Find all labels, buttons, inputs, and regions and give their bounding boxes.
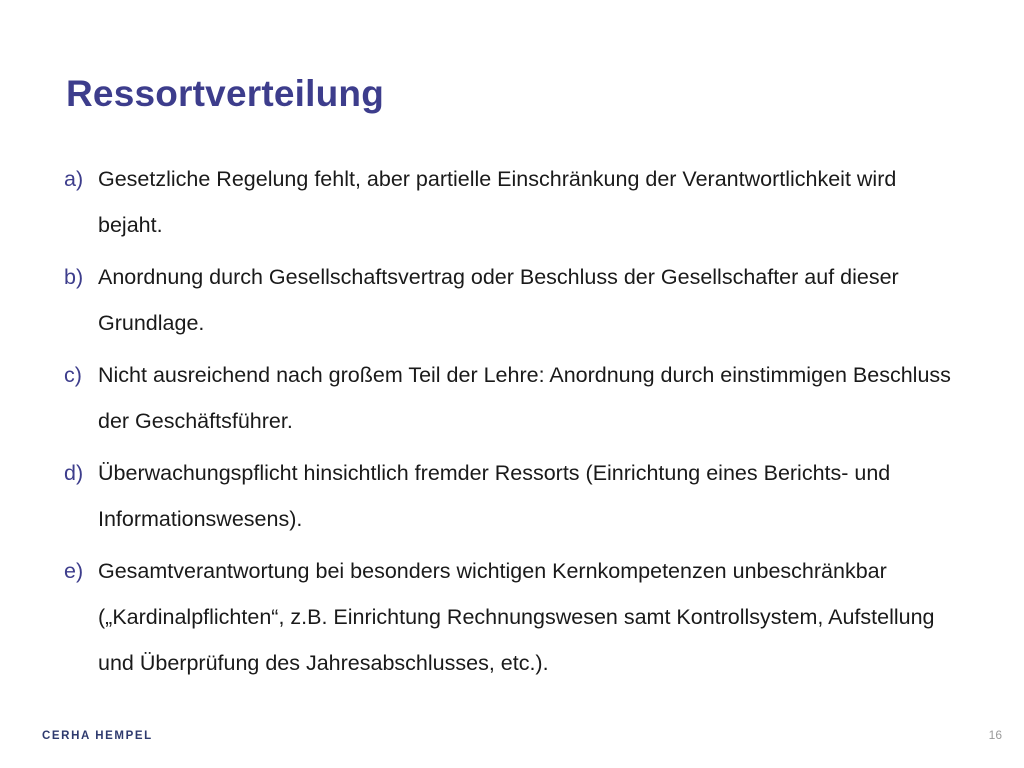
list-item-marker: c) bbox=[64, 363, 82, 387]
content-list bbox=[64, 156, 964, 692]
list-item-text: Gesamtverantwortung bei besonders wichtigen Kernkompetenzen unbeschränkbar („Kardinalpflichten“, z.B. Einrichtung Rechnungswesen samt Kontrollsystem, Aufstellung und Überprüfung des Jahresabschlusses, etc.). bbox=[98, 559, 935, 675]
list-item-marker: d) bbox=[64, 461, 84, 485]
list-item-text: Anordnung durch Gesellschaftsvertrag oder Beschluss der Gesellschafter auf dieser Grundlage. bbox=[98, 265, 899, 335]
list-item-marker: e) bbox=[64, 559, 84, 583]
slide-title: Ressortverteilung bbox=[66, 73, 384, 114]
list-item-marker: a) bbox=[64, 167, 84, 191]
page-number: 16 bbox=[988, 728, 1002, 742]
list-item-text: Gesetzliche Regelung fehlt, aber partielle Einschränkung der Verantwortlichkeit wird bejaht. bbox=[98, 167, 897, 237]
list-item-text: Nicht ausreichend nach großem Teil der Lehre: Anordnung durch einstimmigen Beschluss der Geschäftsführer. bbox=[98, 363, 951, 433]
company-logo: CERHA HEMPEL bbox=[42, 730, 153, 742]
list-item bbox=[64, 450, 964, 542]
list-item-text: Überwachungspflicht hinsichtlich fremder Ressorts (Einrichtung eines Berichts- und Informationswesens). bbox=[98, 461, 891, 531]
list-item-marker: b) bbox=[64, 265, 84, 289]
list-item bbox=[64, 352, 964, 444]
list-item bbox=[64, 548, 964, 686]
list-item bbox=[64, 254, 964, 346]
list-item bbox=[64, 156, 964, 248]
